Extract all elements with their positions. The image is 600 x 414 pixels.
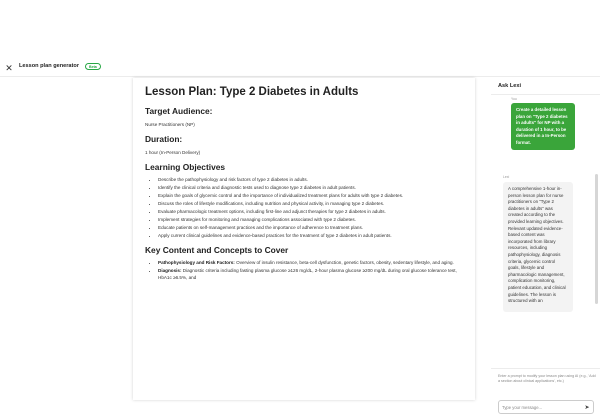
header-divider <box>0 76 600 77</box>
ai-message: A comprehensive 1-hour in-person lesson plan for nurse practitioners on "Type 2 diabetes in adults" was created according to the provided learning objectives. Relevant updated evidence-based content was incorporated from library resources, including pathophysiology, diagnosis criteria, glycemic control goals, lifestyle and pharmacologic management, complication monitoring, patient education, and clinical guidelines. The lesson is structured with an <box>503 182 573 312</box>
message-input[interactable] <box>502 401 580 414</box>
audience-heading: Target Audience: <box>145 106 213 116</box>
beta-badge: Beta <box>85 63 101 70</box>
chat-scrollbar[interactable] <box>595 174 598 304</box>
user-message: Create a detailed lesson plan on "Type 2 diabetes in adults" for NP with a duration of 1 hour, to be delivered in a In-Person format. <box>511 103 575 150</box>
objective-item: • Implement strategies for monitoring and managing complications associated with type 2 diabetes. <box>158 217 463 224</box>
objective-item: • Educate patients on self-management practices and the importance of adherence to treatment plans. <box>158 225 463 232</box>
prompt-hint: Enter a prompt to modify your lesson plan using AI (e.g., 'Add a section about clinical applications', etc.) <box>498 374 596 383</box>
message-input-box <box>498 400 594 414</box>
document-title: Lesson Plan: Type 2 Diabetes in Adults <box>145 86 359 98</box>
audience-text: Nurse Practitioners (NP) <box>145 122 195 127</box>
concept-text: Diagnostic criteria including fasting plasma glucose ≥126 mg/dL, 2-hour plasma glucose ≥200 mg/dL during oral glucose tolerance test, HbA1c ≥6.5%, and <box>158 268 457 281</box>
objective-item: • Describe the pathophysiology and risk factors of type 2 diabetes in adults. <box>158 177 463 184</box>
objectives-heading: Learning Objectives <box>145 162 226 172</box>
top-bar <box>0 60 600 76</box>
concept-term: Pathophysiology and Risk Factors: <box>158 260 235 266</box>
objective-item: • Discuss the roles of lifestyle modifications, including nutrition and physical activity, in managing type 2 diabetes. <box>158 201 463 208</box>
ai-sender-label: Lexi <box>503 175 510 179</box>
app-title: Lesson plan generator <box>19 63 79 69</box>
send-icon[interactable]: ➤ <box>584 405 590 411</box>
chat-messages[interactable] <box>491 96 600 306</box>
objective-item: • Identify the clinical criteria and diagnostic tests used to diagnose type 2 diabetes in adult patients. <box>158 185 463 192</box>
concepts-list <box>145 260 463 281</box>
concept-item <box>158 260 463 267</box>
concept-term: Diagnosis: <box>158 268 182 274</box>
chat-divider <box>491 94 600 95</box>
user-sender-label: You <box>511 97 517 101</box>
duration-heading: Duration: <box>145 134 183 144</box>
lesson-plan-document <box>133 78 475 400</box>
objective-item: • Explain the goals of glycemic control and the importance of individualized treatment plans for adults with type 2 diabetes. <box>158 193 463 200</box>
concept-text: Overview of insulin resistance, beta-cell dysfunction, genetic factors, obesity, sedentary lifestyle, and aging. <box>234 260 454 266</box>
chat-title: Ask Lexi <box>498 83 522 89</box>
close-icon[interactable]: ✕ <box>5 63 13 73</box>
objectives-list <box>145 177 463 239</box>
objective-item: • Apply current clinical guidelines and evidence-based practices for the treatment of type 2 diabetes in adult patients. <box>158 233 463 240</box>
duration-text: 1 hour (In-Person Delivery) <box>145 150 201 155</box>
chat-panel <box>491 78 600 411</box>
concept-item <box>158 268 463 281</box>
chat-input-divider <box>491 368 600 369</box>
concepts-heading: Key Content and Concepts to Cover <box>145 245 289 256</box>
objective-item: • Evaluate pharmacologic treatment options, including first-line and adjunct therapies for type 2 diabetes in adults. <box>158 209 463 216</box>
